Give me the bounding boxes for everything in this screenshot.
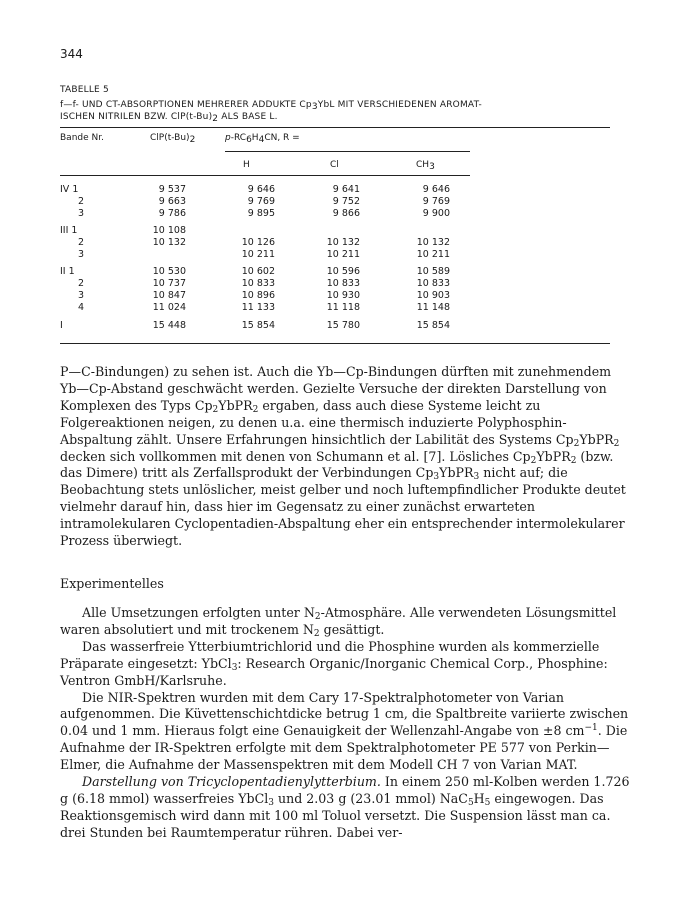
table-caption: f—f- UND CT-ABSORPTIONEN MEHRERER ADDUKTE $Cp_3YbL$ MIT VERSCHIEDENEN AROMAT- ISCHEN NITRILEN BZW. $ClP(t-Bu)_2$ ALS BASE L. xyxy=(60,100,482,124)
table-cell: 15 854 xyxy=(241,320,275,331)
group-header-rule xyxy=(225,151,470,152)
table-top-rule xyxy=(60,127,610,128)
table-cell: 10 602 xyxy=(241,266,275,277)
table-cell: 10 108 xyxy=(152,225,186,236)
table-row xyxy=(60,249,480,261)
table-cell: 10 211 xyxy=(326,249,360,260)
band-label: 2 xyxy=(78,278,85,289)
table-cell: 10 132 xyxy=(152,237,186,248)
col-header-ch3: $CH_3$ xyxy=(416,160,435,172)
table-cell: 10 530 xyxy=(152,266,186,277)
col-header-clp: $ClP(t-Bu)_2$ xyxy=(150,133,196,145)
table-body xyxy=(60,184,480,344)
section-heading: Experimentelles xyxy=(60,576,164,591)
table-cell: 9 866 xyxy=(332,208,360,219)
table-cell: 15 448 xyxy=(152,320,186,331)
paragraph-synthesis: Darstellung von Tricyclopentadienylytterbium. In einem 250 ml-Kolben werden 1.726 g (6.18 mmol) wasserfreies YbCl$_3$ und 2.03 g (23.01 mmol) $NaC_5H_5$ eingewogen. Das Reaktionsgemisch wird dann mit 100 ml Toluol versetzt. Die Suspension lässt man ca. drei Stunden bei Raumtemperatur rühren. Dabei ver- xyxy=(60,774,630,840)
col-header-band: Bande Nr. xyxy=(60,133,104,143)
band-label: 4 xyxy=(78,302,85,313)
table-cell: 10 833 xyxy=(241,278,275,289)
table-cell: 9 663 xyxy=(158,196,186,207)
table-cell: 9 641 xyxy=(332,184,360,195)
col-header-cl: Cl xyxy=(330,160,339,170)
col-header-group: $p-RC_6H_4CN$, R = xyxy=(225,133,300,145)
table-cell: 9 900 xyxy=(422,208,450,219)
table-row xyxy=(60,237,480,249)
paragraph-atmosphere: Alle Umsetzungen erfolgten unter $N_2$-Atmosphäre. Alle verwendeten Lösungsmittel waren absolutiert und mit trockenem $N_2$ gesättigt. xyxy=(60,605,617,639)
paragraph-spectra: Die NIR-Spektren wurden mit dem Cary 17-Spektralphotometer von Varian aufgenommen. Die Küvettenschichtdicke betrug 1 cm, die Spaltbreite variierte zwischen 0.04 und 1 mm. Hieraus folgt eine Genauigkeit der Wellenzahl-Angabe von ±8 $cm^{-1}$. Die Aufnahme der IR-Spektren erfolgte mit dem Spektralphotometer PE 577 von Perkin—Elmer, die Aufnahme der Massenspektren mit dem Modell CH 7 von Varian MAT. xyxy=(60,689,629,773)
table-cell: 10 211 xyxy=(416,249,450,260)
table-header-rule xyxy=(60,175,470,176)
table-cell: 9 895 xyxy=(247,208,275,219)
table-cell: 10 833 xyxy=(416,278,450,289)
table-row xyxy=(60,266,480,278)
table-cell: 9 537 xyxy=(158,184,186,195)
table-row xyxy=(60,302,480,314)
synthesis-title: Darstellung von Tricyclopentadienylytterbium. xyxy=(82,774,381,790)
band-label: IV 1 xyxy=(60,184,79,195)
band-label: 3 xyxy=(78,208,85,219)
table-cell: 10 211 xyxy=(241,249,275,260)
table-row xyxy=(60,225,480,237)
table-row xyxy=(60,278,480,290)
table-cell: 15 854 xyxy=(416,320,450,331)
experimental-text xyxy=(60,605,630,842)
table-row xyxy=(60,196,480,208)
col-header-h: H xyxy=(243,160,250,170)
table-cell: 10 132 xyxy=(416,237,450,248)
paragraph-reagents: Das wasserfreie Ytterbiumtrichlorid und die Phosphine wurden als kommerzielle Präparate eingesetzt: YbCl$_3$: Research Organic/Inorganic Chemical Corp., Phosphine: Ventron GmbH/Karlsruhe. xyxy=(60,638,608,688)
band-label: III 1 xyxy=(60,225,78,236)
band-label: 3 xyxy=(78,290,85,301)
table-cell: 10 132 xyxy=(326,237,360,248)
table-cell: 9 769 xyxy=(247,196,275,207)
table-cell: 11 133 xyxy=(241,302,275,313)
table-cell: 11 024 xyxy=(152,302,186,313)
table-caption-block xyxy=(60,84,620,123)
table-cell: 10 126 xyxy=(241,237,275,248)
band-label: I xyxy=(60,320,63,331)
table-cell: 10 737 xyxy=(152,278,186,289)
band-label: 2 xyxy=(78,237,85,248)
table-cell: 10 589 xyxy=(416,266,450,277)
band-label: 3 xyxy=(78,249,85,260)
table-row xyxy=(60,320,480,332)
band-label: II 1 xyxy=(60,266,75,277)
table-cell: 9 646 xyxy=(247,184,275,195)
paragraph-continuation: P—C-Bindungen) zu sehen ist. Auch die Yb—Cp-Bindungen dürften mit zunehmendem Yb—Cp-Abstand geschwächt werden. Gezielte Versuche der direkten Darstellung von Komplexen des Typs $Cp_2YbPR_2$ ergaben, dass auch diese Systeme leicht zu Folgereaktionen neigen, zu denen u.a. eine thermisch induzierte Polyphosphin-Abspaltung zählt. Unsere Erfahrungen hinsichtlich der Labilität des Systems $Cp_2YbPR_2$ decken sich vollkommen mit denen von Schumann et al. [7]. Lösliches $Cp_2YbPR_2$ (bzw. das Dimere) tritt als Zerfallsprodukt der Verbindungen $Cp_3YbPR_3$ nicht auf; die Beobachtung stets unlöslicher, meist gelber und noch luftempfindlicher Produkte deutet vielmehr darauf hin, dass hier im Gegensatz zu einer zunächst erwarteten intramolekularen Cyclopentadien-Abspaltung eher ein entsprechender intermolekularer Prozess überwiegt. xyxy=(60,364,626,549)
table-row xyxy=(60,184,480,196)
table-cell: 9 769 xyxy=(422,196,450,207)
table-bottom-rule xyxy=(60,343,610,344)
table-row xyxy=(60,208,480,220)
table-cell: 15 780 xyxy=(326,320,360,331)
table-cell: 9 752 xyxy=(332,196,360,207)
table-cell: 11 148 xyxy=(416,302,450,313)
table-label: TABELLE 5 xyxy=(60,85,109,95)
table-cell: 10 896 xyxy=(241,290,275,301)
table-cell: 9 786 xyxy=(158,208,186,219)
table-cell: 10 596 xyxy=(326,266,360,277)
band-label: 2 xyxy=(78,196,85,207)
table-cell: 10 930 xyxy=(326,290,360,301)
table-cell: 10 833 xyxy=(326,278,360,289)
table-cell: 10 847 xyxy=(152,290,186,301)
table-cell: 11 118 xyxy=(326,302,360,313)
page-number: 344 xyxy=(60,47,83,61)
table-cell: 9 646 xyxy=(422,184,450,195)
table-row xyxy=(60,290,480,302)
table-cell: 10 903 xyxy=(416,290,450,301)
